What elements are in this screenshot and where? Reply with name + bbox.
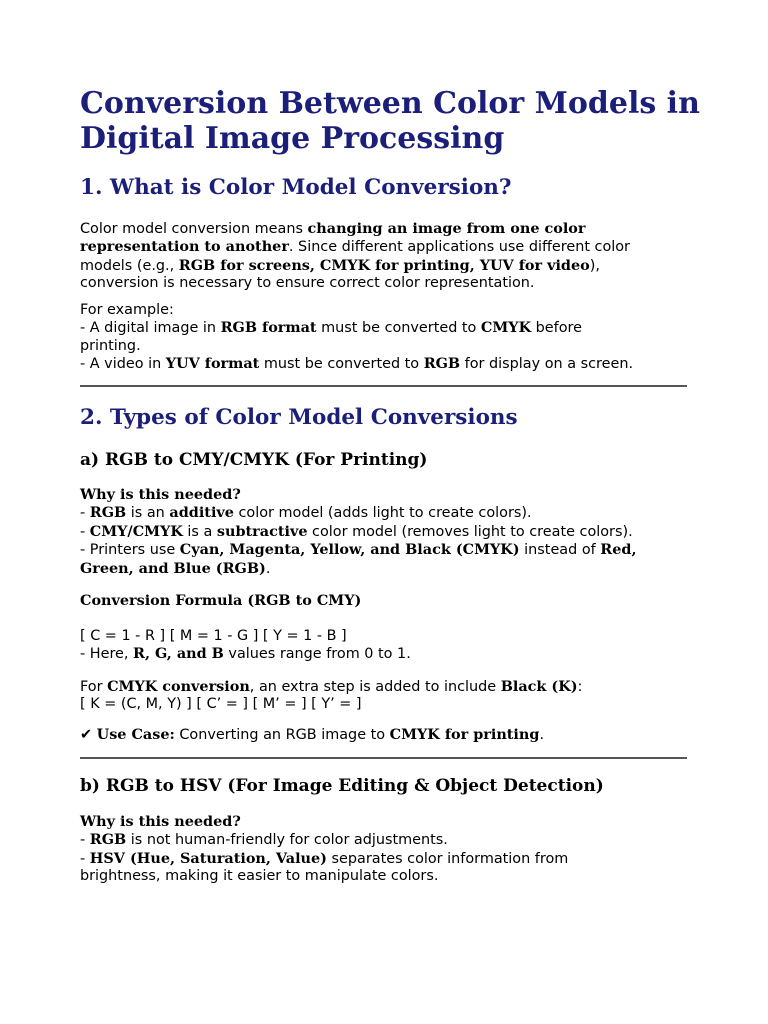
formula-heading: Conversion Formula (RGB to CMY) bbox=[80, 592, 362, 609]
cmyk-conversion: For CMYK conversion, an extra step is added to include Black (K): [ K = (C, M, Y) ] [ C’ = ] [ M’ = ] [ Y’ = ] bbox=[80, 678, 583, 713]
section-1-paragraph-1: Color model conversion means changing an image from one color representation to another. Since different applications use different color models (e.g., RGB for screens, CMYK for printing, YUV for video), conversion is necessary to ensure correct color representation. bbox=[80, 220, 630, 292]
use-case: ✔ Use Case: Converting an RGB image to CMYK for printing. bbox=[80, 726, 545, 743]
check-icon: ✔ bbox=[80, 727, 97, 743]
page-title: Conversion Between Color Models in Digital Image Processing bbox=[80, 86, 700, 156]
section-1-paragraph-2: For example: - A digital image in RGB format must be converted to CMYK before printing. - A video in YUV format must be converted to RGB for display on a screen. bbox=[80, 302, 634, 373]
section-1-heading: 1. What is Color Model Conversion? bbox=[80, 175, 512, 200]
formula-block: [ C = 1 - R ] [ M = 1 - G ] [ Y = 1 - B ] - Here, R, G, and B values range from 0 to 1. bbox=[80, 628, 411, 663]
subsection-a-heading: a) RGB to CMY/CMYK (For Printing) bbox=[80, 450, 428, 470]
divider bbox=[80, 757, 687, 759]
subsection-b-heading: b) RGB to HSV (For Image Editing & Object Detection) bbox=[80, 776, 604, 796]
divider bbox=[80, 385, 687, 387]
section-2-heading: 2. Types of Color Model Conversions bbox=[80, 405, 518, 430]
subsection-a-why: Why is this needed? - RGB is an additive color model (adds light to create colors). - CMY/CMYK is a subtractive color model (removes light to create colors). - Printers use Cyan, Magenta, Yellow, and Black (CMYK) instead of Red, Green, and Blue (RGB). bbox=[80, 486, 637, 577]
subsection-b-why: Why is this needed? - RGB is not human-friendly for color adjustments. - HSV (Hue, Saturation, Value) separates color information from brightness, making it easier to manipulate colors. bbox=[80, 813, 569, 885]
